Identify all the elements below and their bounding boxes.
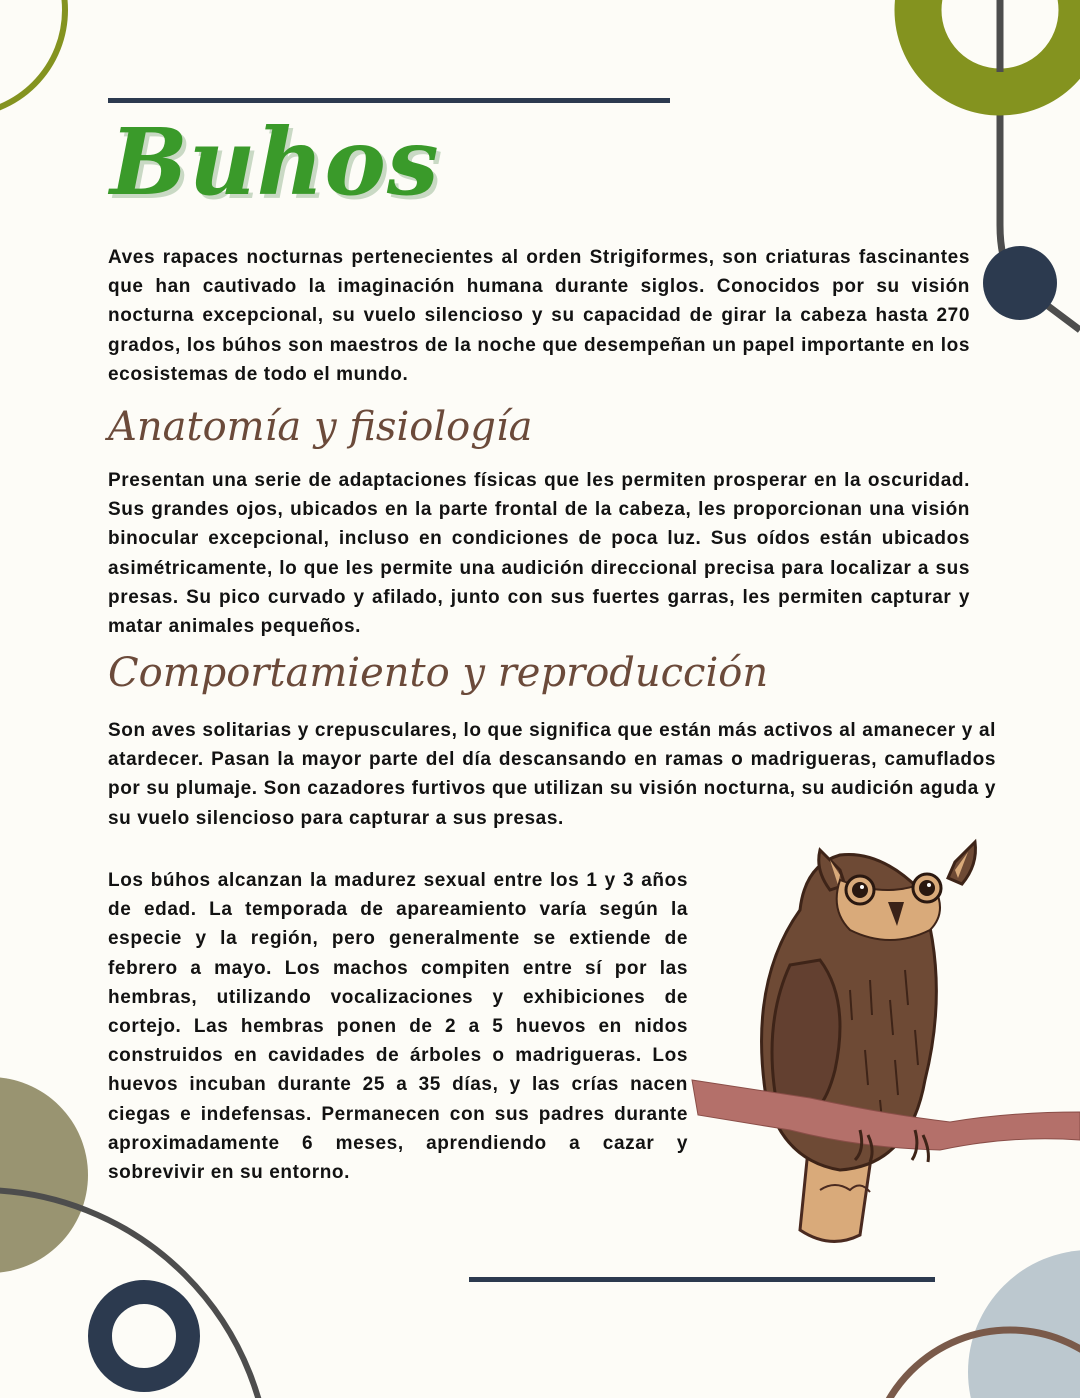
khaki-circle-icon	[0, 1077, 88, 1273]
slate-circle-icon	[968, 1250, 1080, 1398]
olive-arc-icon	[0, 0, 65, 115]
top-divider	[108, 98, 670, 103]
anatomy-paragraph: Presentan una serie de adaptaciones físicas que les permiten prosperar en la oscuridad. Sus grandes ojos, ubicados en la parte frontal de la cabeza, les proporcionan una visión binocular excepcional, incluso en condiciones de poca luz. Sus oídos están ubicados asimétricamente, lo que les permite una audición direccional precisa para localizar a sus presas. Su pico curvado y afilado, junto con sus fuertes garras, les permiten capturar y matar animales pequeños.	[108, 470, 970, 638]
behavior-paragraph: Son aves solitarias y crepusculares, lo que significa que están más activos al amanecer y al atardecer. Pasan la mayor parte del día descansando en ramas o madrigueras, camuflados por su plumaje. Son cazadores furtivos que utilizan su visión nocturna, su audición aguda y su vuelo silencioso para capturar a sus presas.	[108, 720, 996, 829]
intro-paragraph: Aves rapaces nocturnas pertenecientes al orden Strigiformes, son criaturas fascinantes que han cautivado la imaginación humana durante siglos. Conocidos por su visión nocturna excepcional, su vuelo silencioso y su capacidad de girar la cabeza hasta 270 grados, los búhos son maestros de la noche que desempeñan un papel importante en los ecosistemas de todo el mundo.	[108, 247, 970, 385]
navy-dot-icon	[983, 246, 1057, 320]
bottom-divider	[469, 1277, 935, 1282]
owl-on-branch-icon	[690, 830, 1080, 1250]
page-title: Buhos	[110, 108, 440, 216]
navy-ring-icon	[100, 1292, 188, 1380]
reproduction-paragraph: Los búhos alcanzan la madurez sexual entre los 1 y 3 años de edad. La temporada de apareamiento varía según la especie y la región, pero generalmente se extiende de febrero a mayo. Los machos compiten entre sí por las hembras, utilizando vocalizaciones y exhibiciones de cortejo. Las hembras ponen de 2 a 5 huevos en nidos construidos en cavidades de árboles o madrigueras. Los huevos incuban durante 25 a 35 días, y las crías nacen ciegas e indefensas. Permanecen con sus padres durante aproximadamente 6 meses, aprendiendo a cazar y sobrevivir en su entorno.	[108, 870, 688, 1184]
section-heading-anatomy: Anatomía y fisiología	[108, 404, 533, 450]
section-heading-behavior: Comportamiento y reproducción	[108, 650, 769, 696]
